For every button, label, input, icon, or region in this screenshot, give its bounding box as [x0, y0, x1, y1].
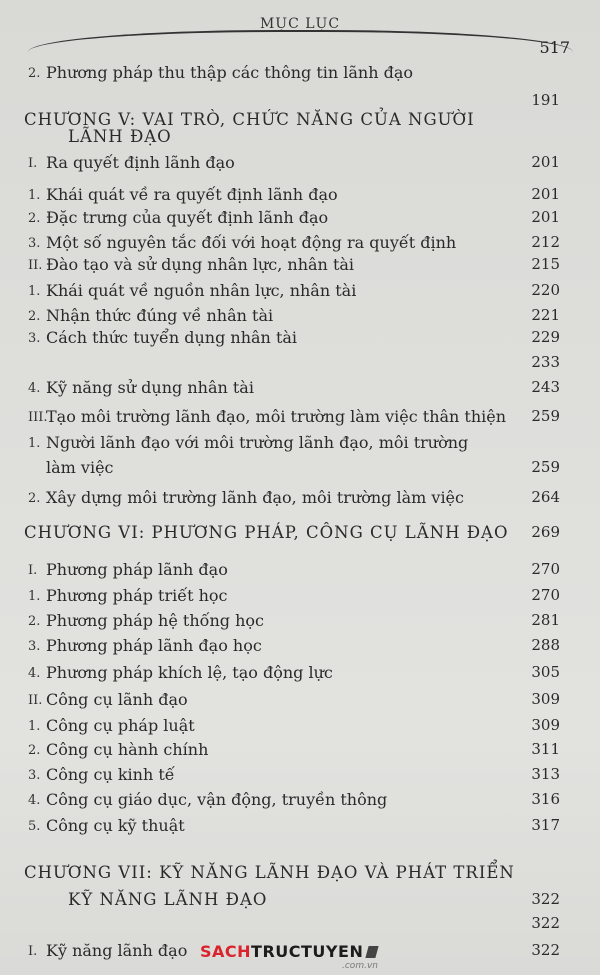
toc-entry [0, 660, 600, 690]
toc-entry-page: 317 [531, 816, 560, 834]
watermark-part1: SACH [200, 942, 252, 961]
watermark-domain: .com.vn [342, 961, 378, 971]
toc-entry-number: 5. [28, 819, 41, 834]
toc-entry-page: 212 [531, 233, 560, 251]
toc-entry-number: 2. [28, 743, 41, 758]
toc-entry-page: 322 [531, 890, 560, 908]
toc-entry-page: 229 [531, 328, 560, 346]
toc-entry-title: Công cụ lãnh đạo [46, 690, 188, 709]
toc-entry-title: Công cụ pháp luật [46, 716, 195, 735]
toc-entry [0, 633, 600, 663]
book-icon [366, 946, 379, 958]
toc-entry [0, 520, 600, 550]
toc-entry-number: 4. [28, 381, 41, 396]
toc-entry-page: 270 [531, 560, 560, 578]
toc-entry-title: LÃNH ĐẠO [68, 127, 172, 146]
toc-entry-page: 322 [531, 941, 560, 959]
toc-entry-number: 3. [28, 639, 41, 654]
toc-entry-page: 311 [531, 740, 560, 758]
toc-entry-page: 201 [531, 153, 560, 171]
toc-entry-page: 220 [531, 281, 560, 299]
toc-entry-number: 1. [28, 436, 41, 451]
toc-entry [0, 485, 600, 515]
toc-entry-page: 305 [531, 663, 560, 681]
toc-entry-number: 3. [28, 331, 41, 346]
toc-entry-number: 1. [28, 589, 41, 604]
toc-entry-number: 1. [28, 719, 41, 734]
toc-entry [0, 860, 600, 890]
toc-entry-number: 2. [28, 491, 41, 506]
toc-entry [0, 813, 600, 843]
toc-entry-number: II. [28, 258, 43, 273]
toc-entry [0, 455, 600, 485]
toc-entry-title: Khái quát về ra quyết định lãnh đạo [46, 185, 338, 204]
toc-entry [0, 150, 600, 180]
toc-entry-title: Phương pháp hệ thống học [46, 611, 264, 630]
toc-entry-title: CHƯƠNG V: VAI TRÒ, CHỨC NĂNG CỦA NGƯỜI [24, 110, 475, 129]
toc-entry-title: KỸ NĂNG LÃNH ĐẠO [68, 890, 268, 909]
toc-entry-page: 201 [531, 208, 560, 226]
toc-entry-title: Phương pháp thu thập các thông tin lãnh đạo [46, 63, 414, 82]
toc-entry-title: Xây dựng môi trường lãnh đạo, môi trường làm việc [46, 488, 464, 507]
toc-entry-number: 3. [28, 236, 41, 251]
toc-entry-page: 309 [531, 690, 560, 708]
toc-entry-title: làm việc [46, 458, 114, 477]
toc-entry-title: Công cụ kinh tế [46, 765, 175, 784]
page-number: 517 [539, 38, 570, 57]
toc-entry [0, 60, 600, 90]
toc-entry-number: I. [28, 944, 38, 959]
toc-entry-title: Người lãnh đạo với môi trường lãnh đạo, môi trường [46, 433, 469, 452]
watermark-part2: TRUCTUYEN [251, 942, 364, 961]
toc-entry-title: Nhận thức đúng về nhân tài [46, 306, 274, 325]
toc-entry-page: 243 [531, 378, 560, 396]
toc-entry-number: 3. [28, 768, 41, 783]
toc-entry-title: Phương pháp lãnh đạo học [46, 636, 262, 655]
toc-entry-number: 1. [28, 284, 41, 299]
toc-entry-title: Đào tạo và sử dụng nhân lực, nhân tài [46, 255, 355, 274]
toc-entry-page: 191 [531, 91, 560, 109]
toc-entry [0, 911, 600, 941]
toc-entry-page: 221 [531, 306, 560, 324]
toc-entry [0, 375, 600, 405]
toc-entry-title: Kỹ năng lãnh đạo [46, 941, 188, 960]
toc-entry-page: 201 [531, 185, 560, 203]
toc-entry-title: CHƯƠNG VII: KỸ NĂNG LÃNH ĐẠO VÀ PHÁT TRIỂN [24, 863, 515, 882]
toc-entry-page: 264 [531, 488, 560, 506]
toc-entry-page: 259 [531, 458, 560, 476]
toc-entry-title: Một số nguyên tắc đối với hoạt động ra quyết định [46, 233, 457, 252]
toc-entry-number: 2. [28, 66, 41, 81]
watermark-logo [200, 942, 377, 972]
toc-entry-page: 313 [531, 765, 560, 783]
toc-entry-number: I. [28, 156, 38, 171]
toc-entry-page: 259 [531, 407, 560, 425]
toc-entry-number: II. [28, 693, 43, 708]
toc-entry-title: Ra quyết định lãnh đạo [46, 153, 235, 172]
toc-entry-title: Công cụ hành chính [46, 740, 209, 759]
toc-entry-title: Phương pháp triết học [46, 586, 228, 605]
toc-entry-number: I. [28, 563, 38, 578]
toc-entry-title: Công cụ giáo dục, vận động, truyền thông [46, 790, 388, 809]
toc-entry-title: Khái quát về nguồn nhân lực, nhân tài [46, 281, 357, 300]
toc-entry-number: 2. [28, 309, 41, 324]
toc-entry-page: 322 [531, 914, 560, 932]
toc-entry-title: Tạo môi trường lãnh đạo, môi trường làm việc thân thiện [46, 407, 507, 426]
toc-entry-page: 281 [531, 611, 560, 629]
toc-entry-page: 233 [531, 353, 560, 371]
header-rule [28, 30, 573, 52]
toc-entry-title: Đặc trưng của quyết định lãnh đạo [46, 208, 329, 227]
toc-entry-page: 316 [531, 790, 560, 808]
toc-entry-page: 215 [531, 255, 560, 273]
toc-entry-title: Cách thức tuyển dụng nhân tài [46, 328, 298, 347]
toc-entry-title: CHƯƠNG VI: PHƯƠNG PHÁP, CÔNG CỤ LÃNH ĐẠO [24, 523, 509, 542]
page-header-title: MỤC LỤC [259, 16, 341, 32]
toc-entry-number: III. [28, 410, 48, 425]
toc-entry-page: 309 [531, 716, 560, 734]
toc-entry-number: 2. [28, 211, 41, 226]
toc-entry-page: 269 [531, 523, 560, 541]
toc-entry-number: 1. [28, 188, 41, 203]
toc-entry-title: Phương pháp khích lệ, tạo động lực [46, 663, 333, 682]
toc-entry-number: 4. [28, 666, 41, 681]
toc-entry-title: Công cụ kỹ thuật [46, 816, 185, 835]
toc-entry-page: 288 [531, 636, 560, 654]
toc-entry-number: 4. [28, 793, 41, 808]
toc-entry-title: Kỹ năng sử dụng nhân tài [46, 378, 254, 397]
toc-entry-number: 2. [28, 614, 41, 629]
toc-entry-title: Phương pháp lãnh đạo [46, 560, 228, 579]
toc-entry-page: 270 [531, 586, 560, 604]
